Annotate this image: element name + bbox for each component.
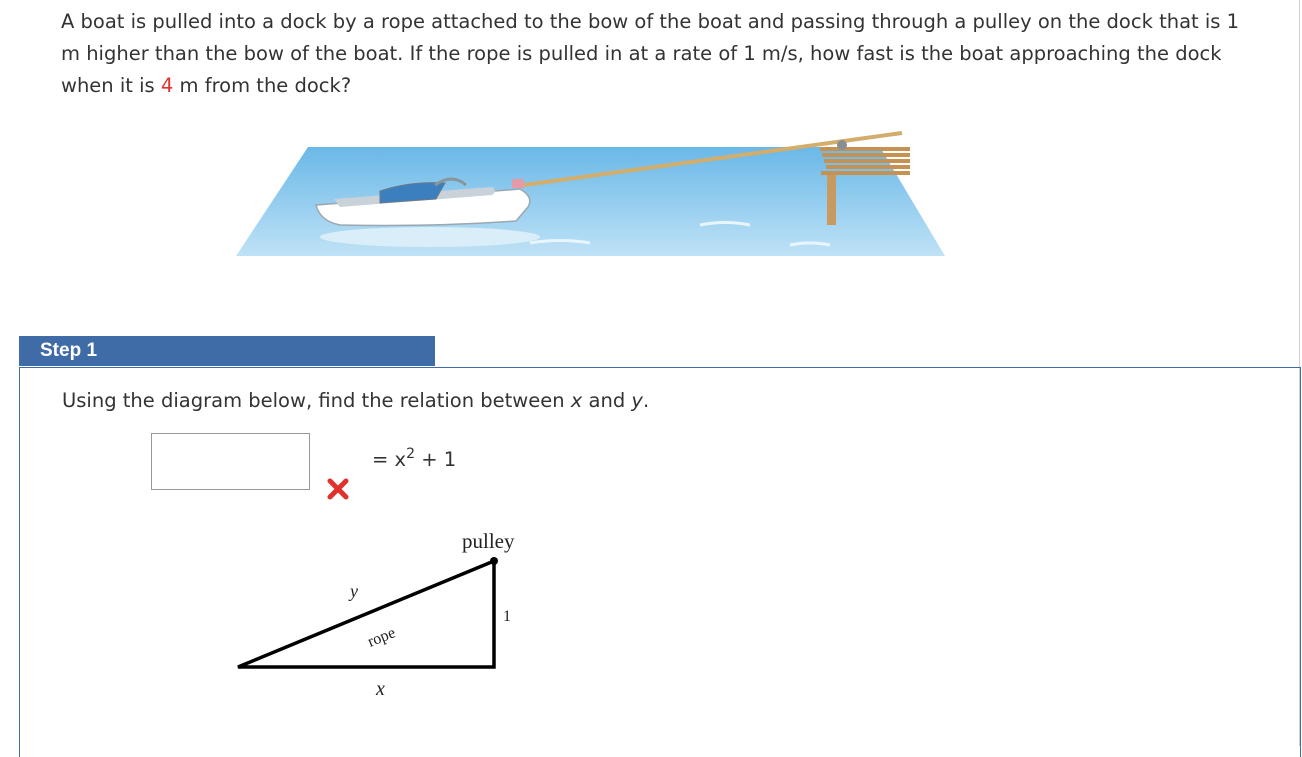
- triangle-shape: [238, 561, 494, 667]
- boat-wake: [320, 227, 540, 247]
- x-mark-icon: [326, 477, 350, 501]
- instruction-text: Using the diagram below, find the relation between: [62, 389, 571, 412]
- step-header: Step 1: [19, 336, 435, 366]
- label-height: 1: [503, 608, 511, 625]
- label-rope: rope: [365, 624, 398, 651]
- bow-cleat: [512, 179, 524, 188]
- answer-input[interactable]: [151, 433, 310, 490]
- dock-pulley: [837, 140, 847, 150]
- distance-value: 4: [160, 74, 174, 97]
- equation-rhs: [372, 448, 456, 471]
- boat-dock-illustration: [230, 125, 950, 265]
- problem-text-before: A boat is pulled into a dock by a rope attached to the bow of the boat and passing through a pulley on the dock that is 1 m higher than the bow of the boat. If the rope is pulled in at a rate of 1 m/s, how fast is the boat approaching the dock when it is: [61, 10, 1240, 97]
- dock-post: [827, 173, 836, 225]
- instruction-end: .: [642, 389, 650, 412]
- step-content-box: [19, 367, 1301, 757]
- label-x: x: [376, 678, 385, 700]
- label-pulley: pulley: [462, 529, 515, 553]
- equation-exponent: 2: [406, 446, 415, 462]
- instruction-var-x: x: [570, 389, 583, 412]
- equation-lhs: = x: [372, 448, 407, 471]
- problem-text-after: m from the dock?: [173, 74, 352, 97]
- problem-statement: [61, 6, 1261, 102]
- label-y: y: [350, 581, 358, 601]
- instruction-and: and: [582, 389, 632, 412]
- equation-constant: + 1: [415, 448, 457, 471]
- pulley-point: [490, 557, 498, 565]
- instruction-var-y: y: [631, 389, 643, 412]
- step-instruction: [62, 389, 649, 412]
- right-triangle-diagram: [228, 525, 548, 705]
